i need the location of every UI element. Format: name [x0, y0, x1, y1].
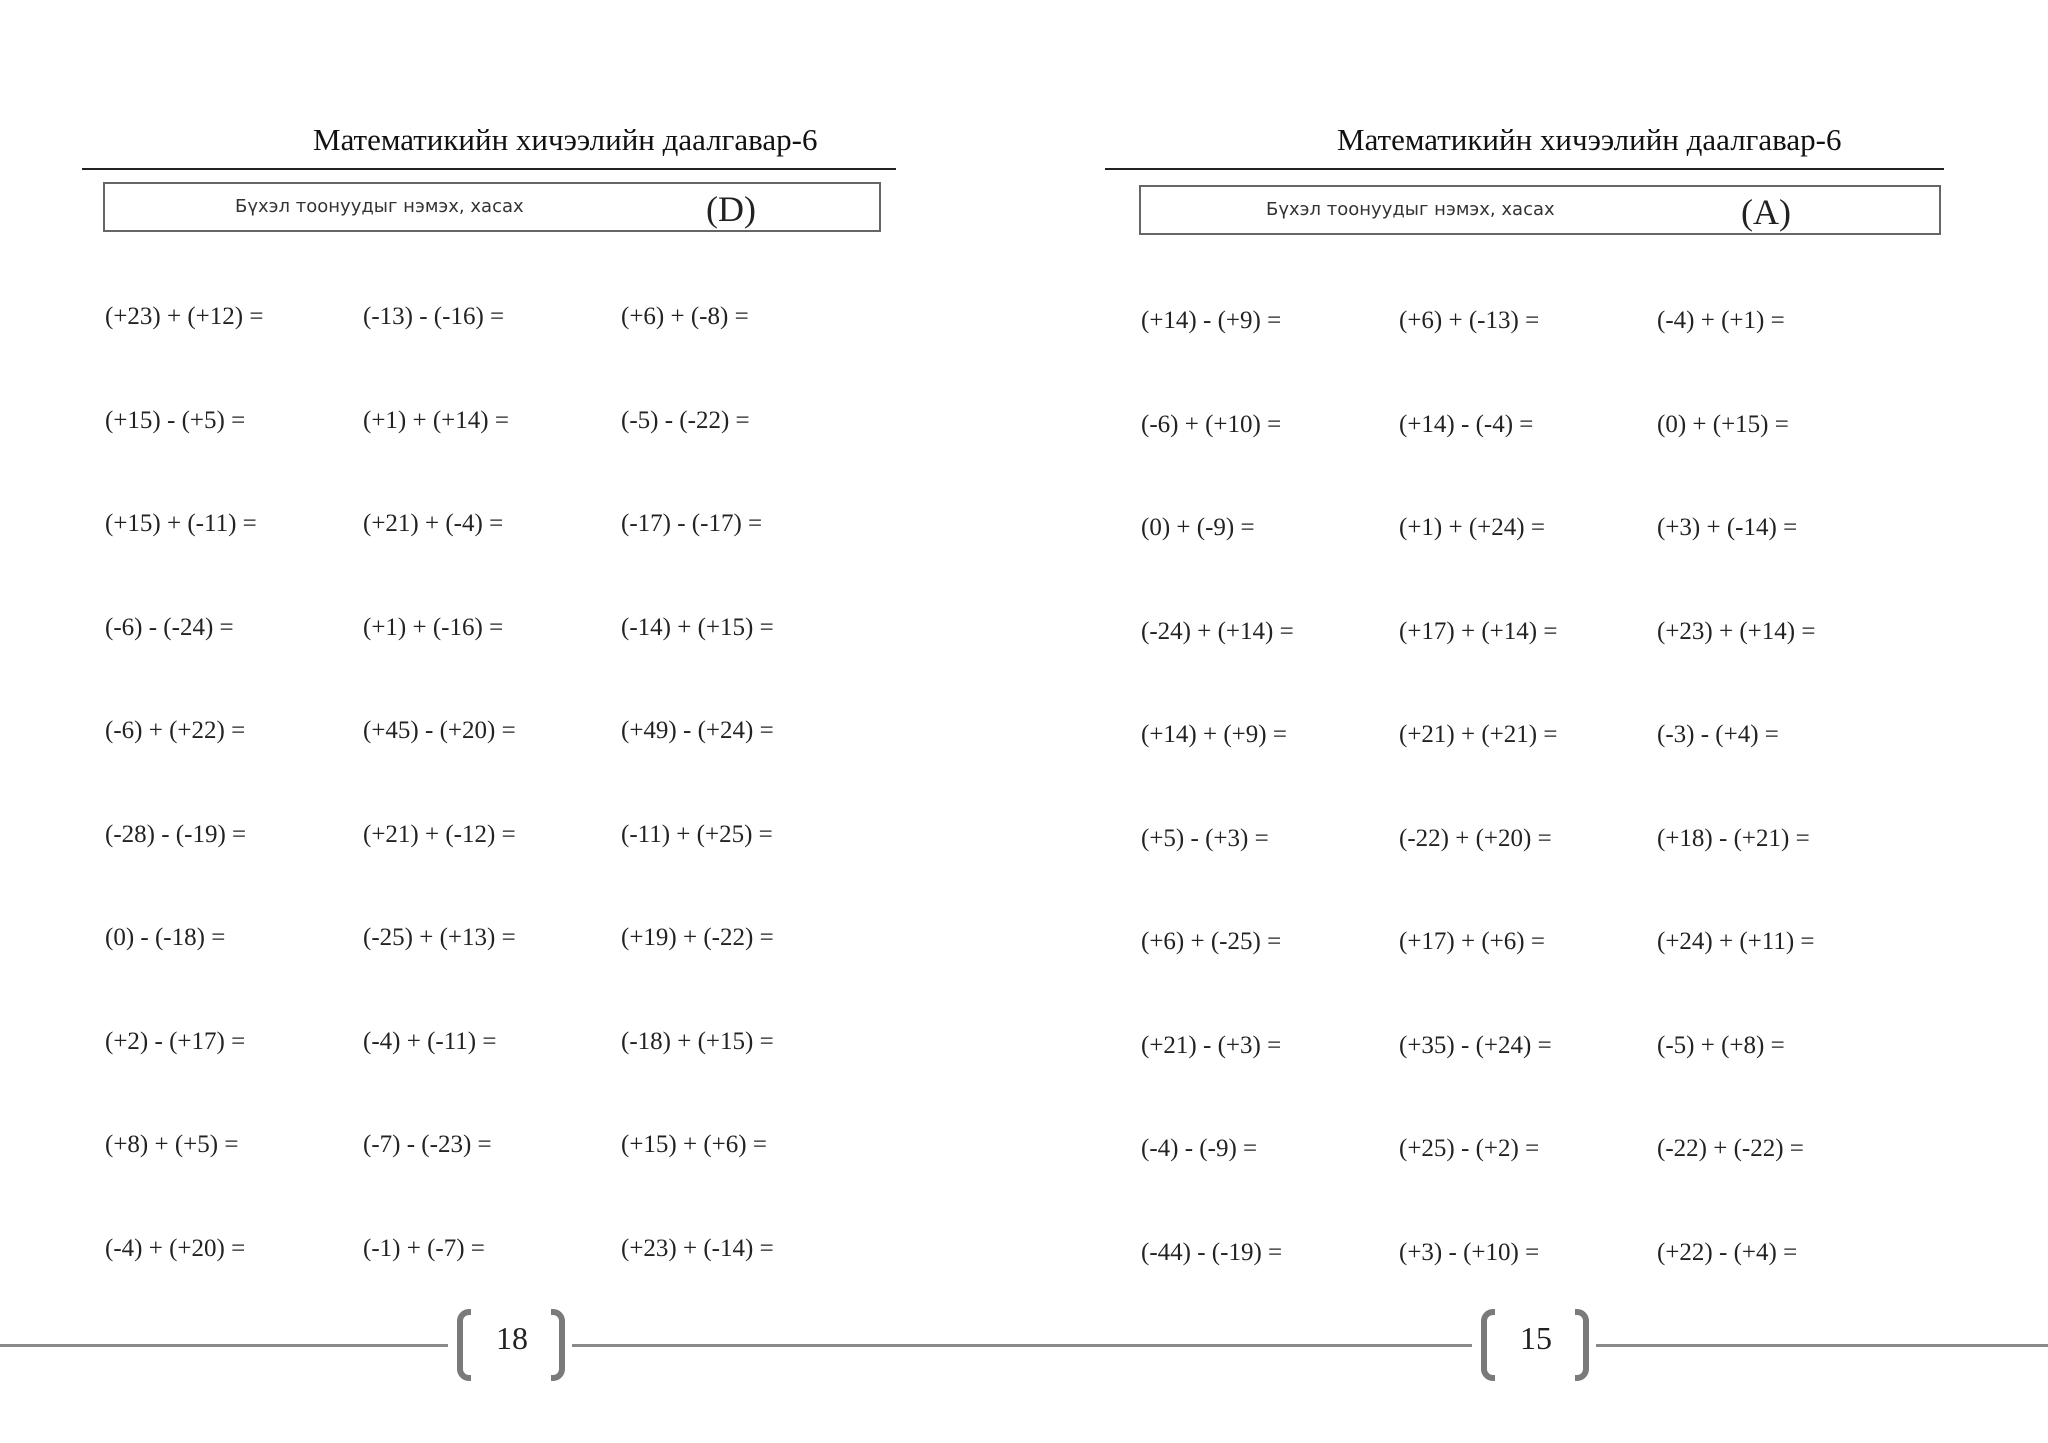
exercise-item: (+6) + (-8) =: [621, 303, 749, 330]
page-number-bracket-open: [1481, 1309, 1495, 1381]
exercise-item: (+18) - (+21) =: [1657, 825, 1810, 852]
exercise-item: (-4) + (+20) =: [105, 1235, 246, 1262]
exercise-item: (+35) - (+24) =: [1399, 1032, 1552, 1059]
exercise-item: (+3) + (-14) =: [1657, 514, 1798, 541]
title-rule: [82, 168, 896, 170]
exercise-item: (+15) + (+6) =: [621, 1131, 767, 1158]
variant-label: (A): [1741, 192, 1791, 232]
exercise-item: (+6) + (-13) =: [1399, 307, 1540, 334]
page-number: 18: [496, 1320, 528, 1356]
exercise-item: (-44) - (-19) =: [1141, 1239, 1283, 1266]
exercise-item: (+23) + (-14) =: [621, 1235, 774, 1262]
page-number-bracket-close: [551, 1309, 565, 1381]
exercise-item: (+2) - (+17) =: [105, 1028, 246, 1055]
exercise-item: (+15) + (-11) =: [105, 510, 257, 537]
exercise-item: (-17) - (-17) =: [621, 510, 763, 537]
exercise-item: (-5) + (+8) =: [1657, 1032, 1785, 1059]
exercise-item: (-18) + (+15) =: [621, 1028, 774, 1055]
right-page: [1024, 0, 2048, 1443]
page-title: Математикийн хичээлийн даалгавар-6: [313, 122, 818, 157]
exercise-item: (-11) + (+25) =: [621, 821, 773, 848]
exercise-item: (0) + (+15) =: [1657, 411, 1789, 438]
exercise-item: (+6) + (-25) =: [1141, 928, 1282, 955]
exercise-item: (+24) + (+11) =: [1657, 928, 1815, 955]
exercise-item: (+45) - (+20) =: [363, 717, 516, 744]
exercise-item: (+14) - (+9) =: [1141, 307, 1282, 334]
exercise-item: (-6) + (+22) =: [105, 717, 246, 744]
footer-rule: [572, 1344, 1472, 1347]
variant-label: (D): [706, 189, 756, 229]
exercise-item: (+21) + (-12) =: [363, 821, 516, 848]
exercise-item: (-22) + (+20) =: [1399, 825, 1552, 852]
exercise-item: (-4) - (-9) =: [1141, 1135, 1258, 1162]
exercise-item: (+21) + (+21) =: [1399, 721, 1558, 748]
topic-label: Бүхэл тоонуудыг нэмэх, хасах: [1266, 199, 1555, 220]
exercise-item: (-28) - (-19) =: [105, 821, 247, 848]
exercise-item: (+17) + (+14) =: [1399, 618, 1558, 645]
exercise-item: (-13) - (-16) =: [363, 303, 505, 330]
exercise-item: (-5) - (-22) =: [621, 407, 750, 434]
exercise-item: (-25) + (+13) =: [363, 924, 516, 951]
page-number-bracket-open: [457, 1309, 471, 1381]
exercise-item: (+1) + (+14) =: [363, 407, 509, 434]
topic-box: [103, 182, 881, 232]
exercise-item: (+21) + (-4) =: [363, 510, 504, 537]
exercise-item: (+21) - (+3) =: [1141, 1032, 1282, 1059]
footer-rule: [0, 1344, 448, 1347]
exercise-item: (-3) - (+4) =: [1657, 721, 1779, 748]
exercise-item: (-14) + (+15) =: [621, 614, 774, 641]
exercise-item: (-4) + (+1) =: [1657, 307, 1785, 334]
page-number-bracket-close: [1575, 1309, 1589, 1381]
topic-box: [1139, 185, 1941, 235]
page-title: Математикийн хичээлийн даалгавар-6: [1337, 122, 1842, 157]
footer-rule: [1596, 1344, 2048, 1347]
exercise-item: (+23) + (+12) =: [105, 303, 264, 330]
topic-label: Бүхэл тоонуудыг нэмэх, хасах: [235, 196, 524, 217]
exercise-item: (+14) - (-4) =: [1399, 411, 1534, 438]
exercise-item: (+3) - (+10) =: [1399, 1239, 1540, 1266]
exercise-item: (-6) - (-24) =: [105, 614, 234, 641]
exercise-item: (+1) + (-16) =: [363, 614, 504, 641]
exercise-item: (-4) + (-11) =: [363, 1028, 497, 1055]
exercise-item: (+22) - (+4) =: [1657, 1239, 1798, 1266]
exercise-item: (0) - (-18) =: [105, 924, 226, 951]
exercise-item: (-1) + (-7) =: [363, 1235, 485, 1262]
exercise-item: (+5) - (+3) =: [1141, 825, 1269, 852]
exercise-item: (+14) + (+9) =: [1141, 721, 1287, 748]
title-rule: [1105, 168, 1944, 170]
exercise-item: (-7) - (-23) =: [363, 1131, 492, 1158]
exercise-item: (0) + (-9) =: [1141, 514, 1255, 541]
page-number: 15: [1520, 1320, 1552, 1356]
exercise-item: (+49) - (+24) =: [621, 717, 774, 744]
exercise-item: (-22) + (-22) =: [1657, 1135, 1804, 1162]
exercise-item: (+25) - (+2) =: [1399, 1135, 1540, 1162]
exercise-item: (-24) + (+14) =: [1141, 618, 1294, 645]
exercise-item: (+8) + (+5) =: [105, 1131, 239, 1158]
exercise-item: (-6) + (+10) =: [1141, 411, 1282, 438]
exercise-item: (+1) + (+24) =: [1399, 514, 1545, 541]
exercise-item: (+23) + (+14) =: [1657, 618, 1816, 645]
exercise-item: (+19) + (-22) =: [621, 924, 774, 951]
exercise-item: (+17) + (+6) =: [1399, 928, 1545, 955]
exercise-item: (+15) - (+5) =: [105, 407, 246, 434]
